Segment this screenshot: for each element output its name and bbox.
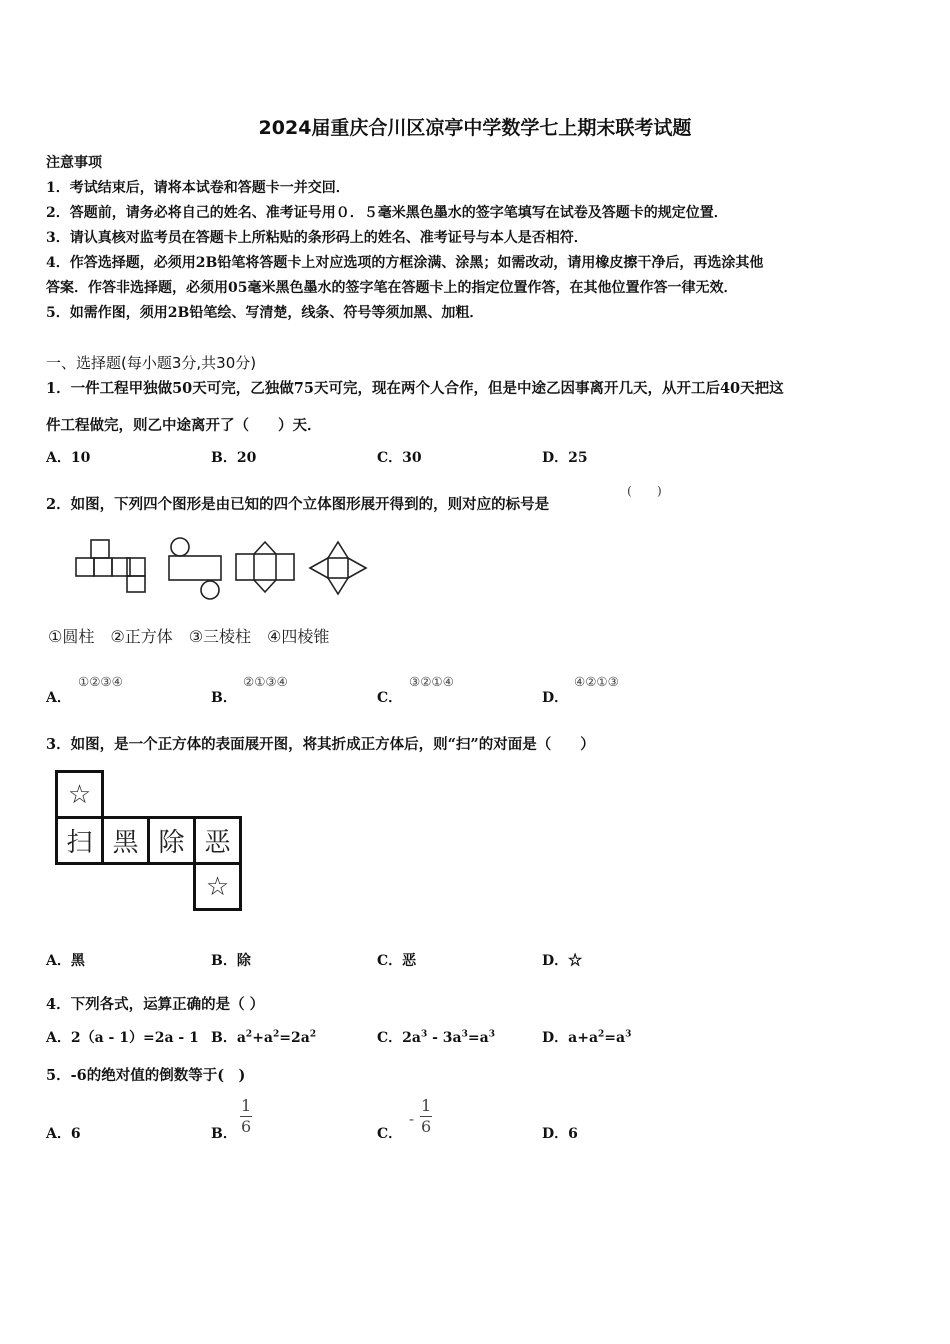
q2-option-b-value: ②①③④ [243, 674, 288, 689]
q4-option-b: B．$a^2+a^2=2a^2$ [211, 1029, 317, 1046]
q1-option-b: B．20 [211, 450, 257, 466]
q5-option-d: D．6 [542, 1126, 578, 1142]
pyramid-net-shape [310, 542, 366, 594]
q2-option-a-letter: A． [46, 690, 71, 706]
q3-cell-star-top: ☆ [55, 770, 104, 819]
q3-cell-chu: 除 [147, 816, 196, 865]
prism-net-shape [236, 542, 294, 592]
notice-item-4: 4．作答选择题，必须用2B铅笔将答题卡上对应选项的方框涂满、涂黑；如需改动，请用橡皮擦干净后，再选涂其他 [46, 255, 764, 271]
q4-option-c: C．$2a^3 - 3a^3=a^3$ [377, 1029, 495, 1046]
q3-option-d: D．☆ [542, 953, 583, 969]
q3-cell-hei: 黑 [101, 816, 150, 865]
q2-shape-labels: ①圆柱 ②正方体 ③三棱柱 ④四棱锥 [48, 627, 330, 646]
q5-option-b-fraction: $\frac{1}{6}$ [241, 1096, 252, 1136]
q1-option-a: A．10 [46, 450, 91, 466]
notice-item-2: 2．答题前，请务必将自己的姓名、准考证号用０．５毫米黑色墨水的签字笔填写在试卷及答题卡的规定位置． [46, 205, 728, 221]
q3-option-a: A．黑 [46, 953, 85, 969]
q5-option-b-letter: B． [211, 1126, 237, 1142]
q3-option-c: C．恶 [377, 953, 417, 969]
q2-stem: 2．如图，下列四个图形是由已知的四个立体图形展开得到的，则对应的标号是 [46, 496, 550, 513]
section-heading: 一、选择题(每小题3分,共30分) [46, 354, 257, 372]
q4-option-d: D．$a+a^2=a^3$ [542, 1029, 632, 1046]
q1-option-d: D．25 [542, 450, 588, 466]
q2-paren: ( ) [627, 483, 662, 498]
notice-item-1: 1．考试结束后，请将本试卷和答题卡一并交回． [46, 180, 350, 196]
q2-option-b-letter: B． [211, 690, 237, 706]
q5-option-c-fraction: $\frac{1}{6}$ [421, 1096, 432, 1136]
q3-cell-e: 恶 [193, 816, 242, 865]
q1-option-c: C．30 [377, 450, 422, 466]
q2-nets-figure [70, 532, 380, 604]
notice-item-4-cont: 答案．作答非选择题，必须用05毫米黑色墨水的签字笔在答题卡上的指定位置作答，在其他位置作答一律无效． [46, 280, 738, 296]
q5-option-c-letter: C． [377, 1126, 403, 1142]
notice-heading: 注意事项 [46, 155, 102, 171]
q3-stem: 3．如图，是一个正方体的表面展开图，将其折成正方体后，则“扫”的对面是（ ） [46, 736, 595, 753]
q2-option-c-value: ③②①④ [409, 674, 454, 689]
page-title: 2024届重庆合川区凉亭中学数学七上期末联考试题 [258, 117, 692, 139]
q5-option-c-sign: - [409, 1110, 415, 1128]
q4-option-a: A．2（a - 1）=2a - 1 [46, 1030, 199, 1046]
q3-cell-star-bottom: ☆ [193, 862, 242, 911]
q3-cell-sao: 扫 [55, 816, 104, 865]
q4-stem: 4．下列各式，运算正确的是（ ） [46, 996, 265, 1013]
q1-line1: 1．一件工程甲独做50天可完，乙独做75天可完，现在两个人合作，但是中途乙因事离开几天，从开工后40天把这 [46, 380, 784, 397]
q2-option-d-value: ④②①③ [574, 674, 619, 689]
cylinder-net-shape [169, 538, 221, 599]
q1-line2: 件工程做完，则乙中途离开了（ ）天． [46, 417, 322, 434]
q2-option-c-letter: C． [377, 690, 403, 706]
notice-item-3: 3．请认真核对监考员在答题卡上所粘贴的条形码上的姓名、准考证号与本人是否相符． [46, 230, 588, 246]
q2-option-d-letter: D． [542, 690, 569, 706]
q2-option-a-value: ①②③④ [78, 674, 123, 689]
q3-option-b: B．除 [211, 953, 251, 969]
cube-net-shape [76, 540, 145, 592]
q5-option-a: A．6 [46, 1126, 81, 1142]
q5-stem: 5．-6的绝对值的倒数等于( ) [46, 1067, 246, 1084]
notice-item-5: 5．如需作图，须用2B铅笔绘、写清楚，线条、符号等须加黑、加粗． [46, 305, 484, 321]
